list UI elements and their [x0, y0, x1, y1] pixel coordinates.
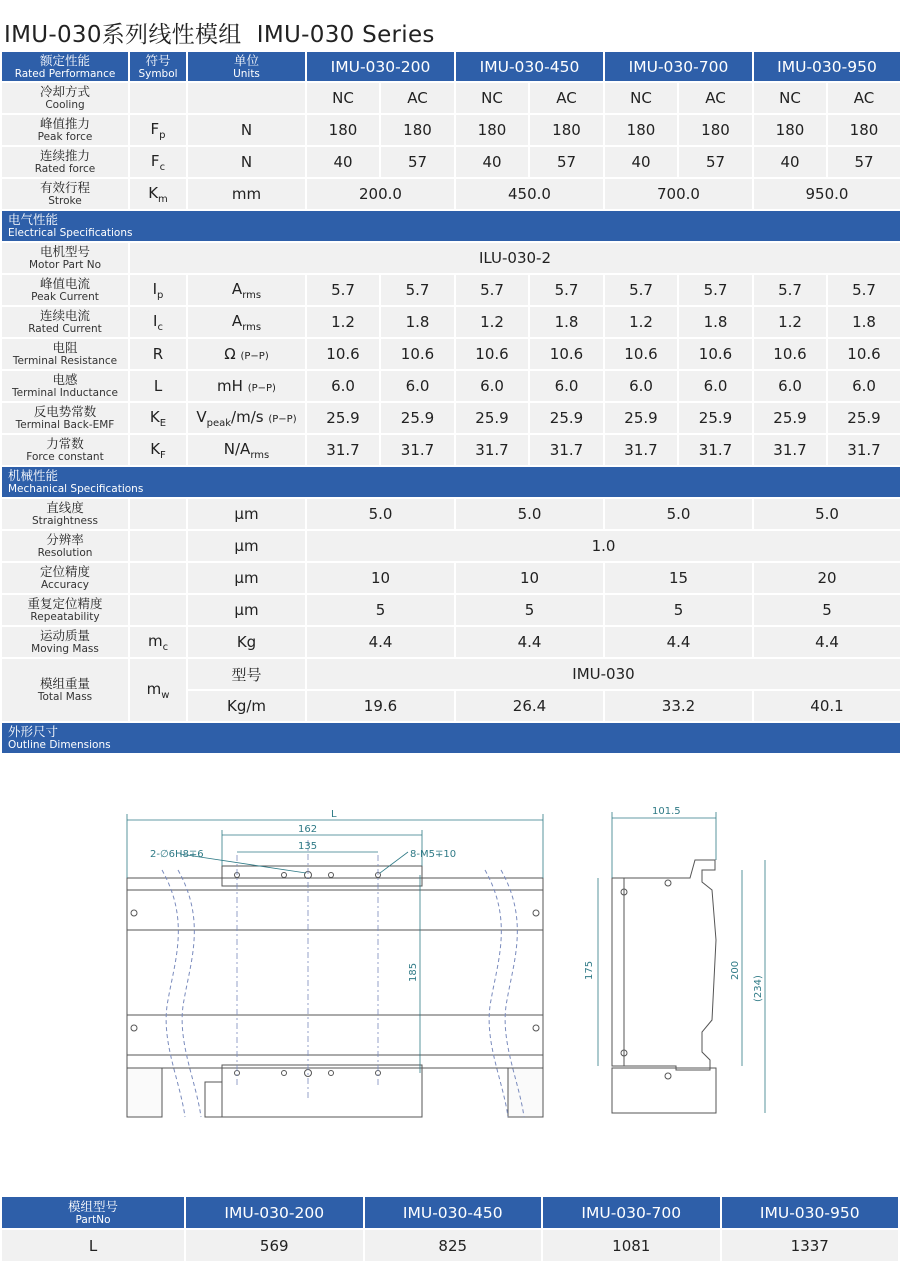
header-performance: 额定性能 Rated Performance	[1, 51, 129, 82]
row-back-emf: 反电势常数 Terminal Back-EMF $K_E$ $V_{peak}/m/s$ (P−P) 25.9 25.9 25.9 25.9 25.9 25.9 25.9 25.9	[1, 402, 900, 434]
partno-header-row	[1, 1196, 899, 1229]
side-view	[612, 860, 716, 1113]
header-units: 单位 Units	[187, 51, 306, 82]
header-symbol: 符号 Symbol	[129, 51, 187, 82]
row-straightness: 直线度 Straightness μm 5.0 5.0 5.0 5.0	[1, 498, 900, 530]
row-rated-force: 连续推力 Rated force $F_c$ N 40 57 40 57 40 57 40 57	[1, 146, 900, 178]
header-model-950: IMU-030-950	[753, 51, 900, 82]
partno-table	[0, 1195, 900, 1263]
row-accuracy: 定位精度 Accuracy μm 10 10 15 20	[1, 562, 900, 594]
partno-model-200: IMU-030-200	[185, 1196, 364, 1229]
header-model-450: IMU-030-450	[455, 51, 604, 82]
row-peak-current: 峰值电流 Peak Current $I_p$ $A_{rms}$ 5.7 5.7 5.7 5.7 5.7 5.7 5.7 5.7	[1, 274, 900, 306]
spec-table	[0, 50, 900, 755]
page-title: IMU-030系列线性模组 IMU-030 Series	[4, 22, 435, 48]
row-total-mass-values: Kg/m 19.6 26.4 33.2 40.1	[1, 690, 900, 722]
row-total-mass-type: 模组重量 Total Mass $m_w$ 型号 IMU-030	[1, 658, 900, 690]
dim-175: 175	[584, 960, 595, 980]
partno-model-700: IMU-030-700	[542, 1196, 721, 1229]
dim-L: L	[331, 809, 337, 820]
row-motor-part: 电机型号 Motor Part No ILU-030-2	[1, 242, 900, 274]
header-row	[1, 51, 900, 82]
partno-length-row: L 569 825 1081 1337	[1, 1229, 899, 1262]
row-cooling: 冷却方式 Cooling NC AC NC AC NC AC NC AC	[1, 82, 900, 114]
partno-header: 模组型号 PartNo	[1, 1196, 185, 1229]
outline-drawing	[0, 770, 900, 1190]
dim-162: 162	[298, 824, 318, 835]
header-model-200: IMU-030-200	[306, 51, 455, 82]
row-inductance: 电感 Terminal Inductance L mH (P−P) 6.0 6.0 6.0 6.0 6.0 6.0 6.0 6.0	[1, 370, 900, 402]
dim-200: 200	[730, 960, 741, 980]
section-electrical: 电气性能 Electrical Specifications	[1, 210, 900, 242]
row-rated-current: 连续电流 Rated Current $I_c$ $A_{rms}$ 1.2 1.8 1.2 1.8 1.2 1.8 1.2 1.8	[1, 306, 900, 338]
carriage-top	[222, 866, 422, 886]
partno-model-450: IMU-030-450	[364, 1196, 543, 1229]
row-peak-force: 峰值推力 Peak force $F_p$ N 180 180 180 180 180 180 180 180	[1, 114, 900, 146]
row-stroke: 有效行程 Stroke $K_m$ mm 200.0 450.0 700.0 950.0	[1, 178, 900, 210]
dim-135: 135	[298, 841, 318, 852]
row-resistance: 电阻 Terminal Resistance R Ω (P−P) 10.6 10.6 10.6 10.6 10.6 10.6 10.6 10.6	[1, 338, 900, 370]
dim-234: (234)	[753, 975, 764, 1002]
carriage-bottom	[222, 1065, 422, 1117]
dim-185: 185	[408, 962, 419, 982]
hole-callout-2: 8-M5∓10	[410, 849, 457, 860]
hole-callout-1: 2-∅6H8∓6	[150, 849, 204, 860]
row-resolution: 分辨率 Resolution μm 1.0	[1, 530, 900, 562]
row-force-constant: 力常数 Force constant $K_F$ $N/A_{rms}$ 31.7 31.7 31.7 31.7 31.7 31.7 31.7 31.7	[1, 434, 900, 466]
row-moving-mass: 运动质量 Moving Mass $m_c$ Kg 4.4 4.4 4.4 4.4	[1, 626, 900, 658]
section-outline: 外形尺寸 Outline Dimensions	[1, 722, 900, 754]
partno-model-950: IMU-030-950	[721, 1196, 900, 1229]
header-model-700: IMU-030-700	[604, 51, 753, 82]
row-repeatability: 重复定位精度 Repeatability μm 5 5 5 5	[1, 594, 900, 626]
partno-row-label: L	[1, 1229, 185, 1262]
section-mechanical: 机械性能 Mechanical Specifications	[1, 466, 900, 498]
dim-101: 101.5	[652, 806, 681, 817]
